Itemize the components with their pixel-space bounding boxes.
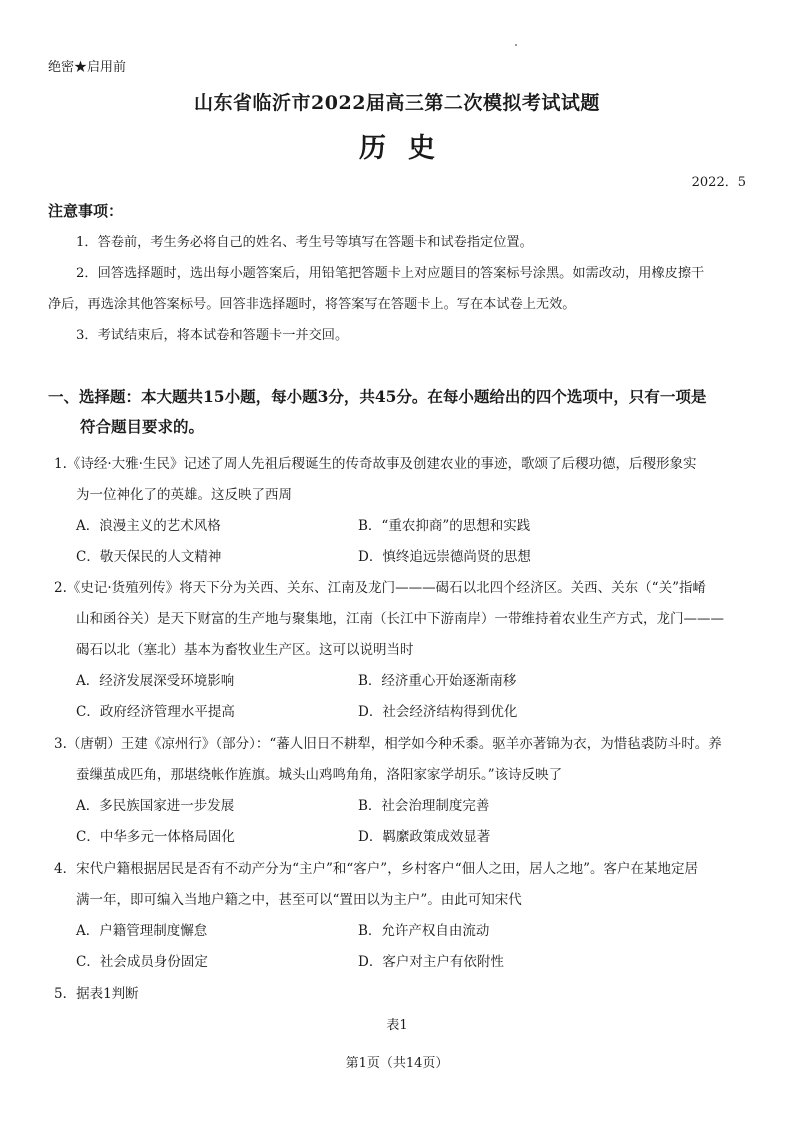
question-1-option-b: B．“重农抑商”的思想和实践 bbox=[358, 518, 531, 534]
exam-date: 2022．5 bbox=[691, 175, 746, 190]
question-5-line-1: 5．据表1判断 bbox=[54, 986, 139, 1002]
question-4-line-1: 4．宋代户籍根据居民是否有不动产分为“主户”和“客户”，乡村客户“佃人之田，居人之地”。客户在某地定居 bbox=[54, 861, 698, 877]
question-2-line-2: 山和函谷关）是天下财富的生产地与聚集地，江南（长江中下游南岸）一带维持着农业生产方式，龙门——— bbox=[76, 611, 724, 627]
question-1-line-2: 为一位神化了的英雄。这反映了西周 bbox=[76, 487, 292, 503]
question-1-option-d: D．慎终追远崇德尚贤的思想 bbox=[358, 549, 531, 565]
question-4-option-a: A．户籍管理制度懈怠 bbox=[76, 923, 208, 939]
notice-heading: 注意事项： bbox=[48, 202, 124, 220]
question-4-option-b: B．允许产权自由流动 bbox=[358, 923, 490, 939]
page-footer: 第1页（共14页） bbox=[345, 1056, 449, 1071]
question-2-line-3: 碣石以北（塞北）基本为畜牧业生产区。这可以说明当时 bbox=[76, 642, 414, 658]
section-heading: 一、选择题：本大题共15小题，每小题3分，共45分。在每小题给出的四个选项中，只有一项是 bbox=[48, 387, 707, 406]
notice-item-1: 1．答卷前，考生务必将自己的姓名、考生号等填写在答题卡和试卷指定位置。 bbox=[76, 235, 533, 250]
question-1-option-a: A．浪漫主义的艺术风格 bbox=[76, 518, 221, 534]
question-3-option-b: B．社会治理制度完善 bbox=[358, 798, 490, 814]
question-3-option-d: D．羁縻政策成效显著 bbox=[358, 829, 491, 845]
table-caption: 表1 bbox=[386, 1018, 408, 1033]
question-2-option-d: D．社会经济结构得到优化 bbox=[358, 704, 518, 720]
scan-speck bbox=[515, 44, 517, 46]
question-3-option-c: C．中华多元一体格局固化 bbox=[76, 829, 235, 845]
question-1-line-1: 1.《诗经·大雅·生民》记述了周人先祖后稷诞生的传奇故事及创建农业的事迹，歌颂了后稷功德，后稷形象实 bbox=[54, 456, 697, 472]
notice-item-2-cont: 净后，再选涂其他答案标号。回答非选择题时，将答案写在答题卡上。写在本试卷上无效。 bbox=[48, 297, 576, 312]
question-4-option-d: D．客户对主户有依附性 bbox=[358, 954, 504, 970]
question-3-line-2: 蚕缫茧成匹角，那堪绕帐作旌旗。城头山鸡鸣角角，洛阳家家学胡乐。”该诗反映了 bbox=[76, 767, 563, 783]
question-3-line-1: 3.（唐朝）王建《凉州行》（部分）：“蕃人旧日不耕犁，相学如今种禾黍。驱羊亦著锦为衣，为惜毡裘防斗时。养 bbox=[54, 736, 722, 752]
subject-title: 历史 bbox=[359, 133, 457, 164]
question-1-option-c: C．敬天保民的人文精神 bbox=[76, 549, 222, 565]
section-heading-cont: 符合题目要求的。 bbox=[80, 417, 205, 436]
notice-item-2: 2．回答选择题时，选出每小题答案后，用铅笔把答题卡上对应题目的答案标号涂黑。如需改动，用橡皮擦干 bbox=[76, 266, 705, 281]
notice-item-3: 3．考试结束后，将本试卷和答题卡一并交回。 bbox=[76, 328, 349, 343]
confidential-label: 绝密★启用前 bbox=[48, 60, 127, 75]
question-4-option-c: C．社会成员身份固定 bbox=[76, 954, 208, 970]
question-2-option-a: A．经济发展深受环境影响 bbox=[76, 673, 235, 689]
question-2-option-c: C．政府经济管理水平提高 bbox=[76, 704, 235, 720]
question-3-option-a: A．多民族国家进一步发展 bbox=[76, 798, 235, 814]
exam-title: 山东省临沂市2022届高三第二次模拟考试试题 bbox=[194, 92, 600, 114]
question-2-option-b: B．经济重心开始逐渐南移 bbox=[358, 673, 517, 689]
question-2-line-1: 2.《史记·货殖列传》将天下分为关西、关东、江南及龙门———碣石以北四个经济区。关西、关东（“关”指崤 bbox=[54, 580, 706, 596]
question-4-line-2: 满一年，即可编入当地户籍之中，甚至可以“置田以为主户”。由此可知宋代 bbox=[76, 892, 522, 908]
